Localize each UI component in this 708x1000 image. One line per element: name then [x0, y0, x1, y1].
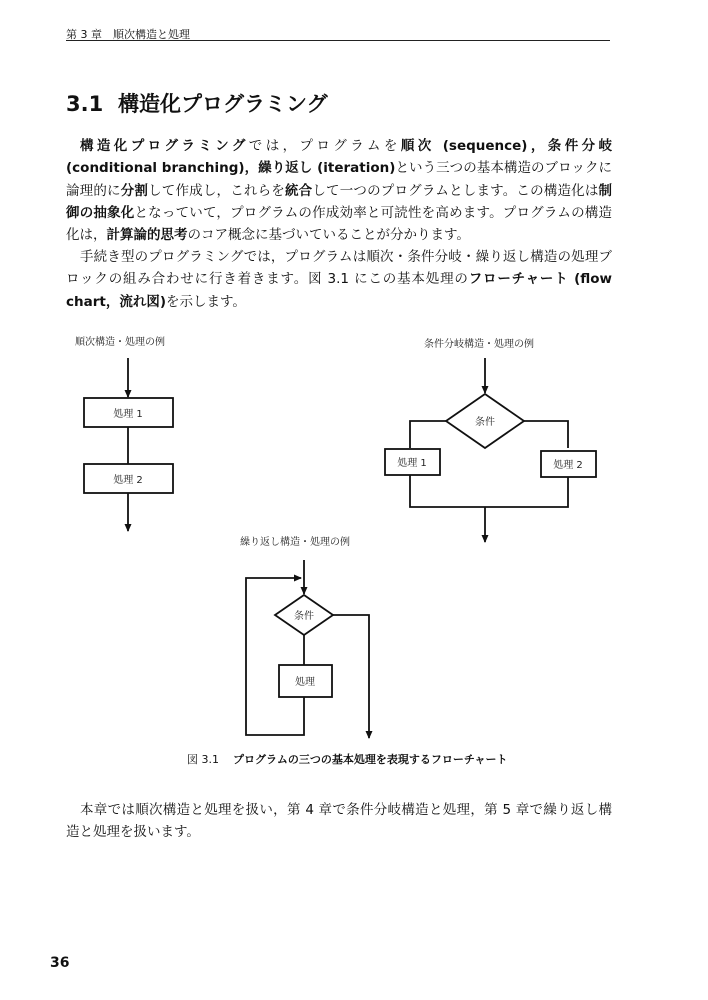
text-run: を示します。 [166, 293, 246, 310]
term-divide: 分割 [120, 182, 149, 199]
term-integrate: 統合 [284, 182, 313, 199]
section-title-text: 構造化プログラミング [118, 92, 328, 116]
term-structured-programming: 構造化プログラミング [80, 138, 249, 154]
header-rule [66, 40, 610, 41]
loop-flowchart [240, 535, 369, 738]
term-control-abstraction: 制御の抽象化 [66, 182, 613, 221]
text-run: して作成し，これらを [148, 182, 285, 199]
figure-number: 図 3.1 [187, 753, 219, 766]
term-three-structures: 順次 (sequence)，条件分岐 (conditional branching)，繰り返し (iteration) [66, 138, 613, 177]
loop-process-text: 処理 [295, 677, 315, 688]
sequence-process-1-text: 処理 1 [113, 409, 143, 420]
loop-label: 繰り返し構造・処理の例 [240, 537, 350, 548]
text-run: では，プログラムを [248, 138, 401, 154]
branch-flowchart [385, 337, 596, 542]
text-run: 手続き型のプログラミングでは，プログラムは順次・条件分岐・繰り返し構造の処理ブロックの組み合わせに行き着きます。図 3.1 にこの基本処理の [66, 249, 612, 288]
text-run: となっていて，プログラムの作成効率と可読性を高めます。プログラムの構造化は， [66, 204, 612, 244]
term-flowchart: フローチャート (flow chart，流れ図) [66, 271, 613, 310]
figure-caption-text: プログラムの三つの基本処理を表現するフローチャート [233, 753, 508, 766]
text-run: 本章では順次構造と処理を扱い，第 4 章で条件分岐構造と処理，第 5 章で繰り返し構造と処理を扱います。 [66, 802, 612, 841]
text-run: のコア概念に基づいていることが分かります。 [187, 227, 470, 244]
branch-label: 条件分岐構造・処理の例 [424, 339, 534, 350]
text-run: して一つのプログラムとします。この構造化は [312, 182, 599, 199]
sequence-flowchart [75, 335, 173, 531]
paragraph-chapter-overview [66, 799, 612, 844]
term-computational-thinking: 計算論的思考 [106, 227, 188, 244]
sequence-process-2-text: 処理 2 [113, 475, 143, 486]
text-run: という三つの基本構造のブロックに論理的に [66, 160, 612, 199]
paragraph-procedural [66, 246, 612, 313]
section-title [66, 88, 328, 118]
section-number: 3.1 [66, 92, 104, 116]
page-number: 36 [50, 955, 70, 971]
figure-caption [187, 751, 508, 767]
loop-exit-line [333, 615, 369, 738]
branch-process-2-text: 処理 2 [553, 460, 583, 471]
branch-process-1-text: 処理 1 [397, 458, 427, 469]
paragraph-intro [66, 135, 612, 246]
branch-condition-text: 条件 [475, 417, 495, 428]
sequence-label: 順次構造・処理の例 [75, 337, 165, 348]
running-head: 第 3 章 順次構造と処理 [66, 28, 190, 41]
branch-left-connector [410, 421, 446, 448]
loop-condition-text: 条件 [294, 611, 314, 622]
branch-merge-line [410, 475, 568, 507]
branch-right-connector [524, 421, 568, 448]
figure-flowcharts [0, 325, 708, 775]
